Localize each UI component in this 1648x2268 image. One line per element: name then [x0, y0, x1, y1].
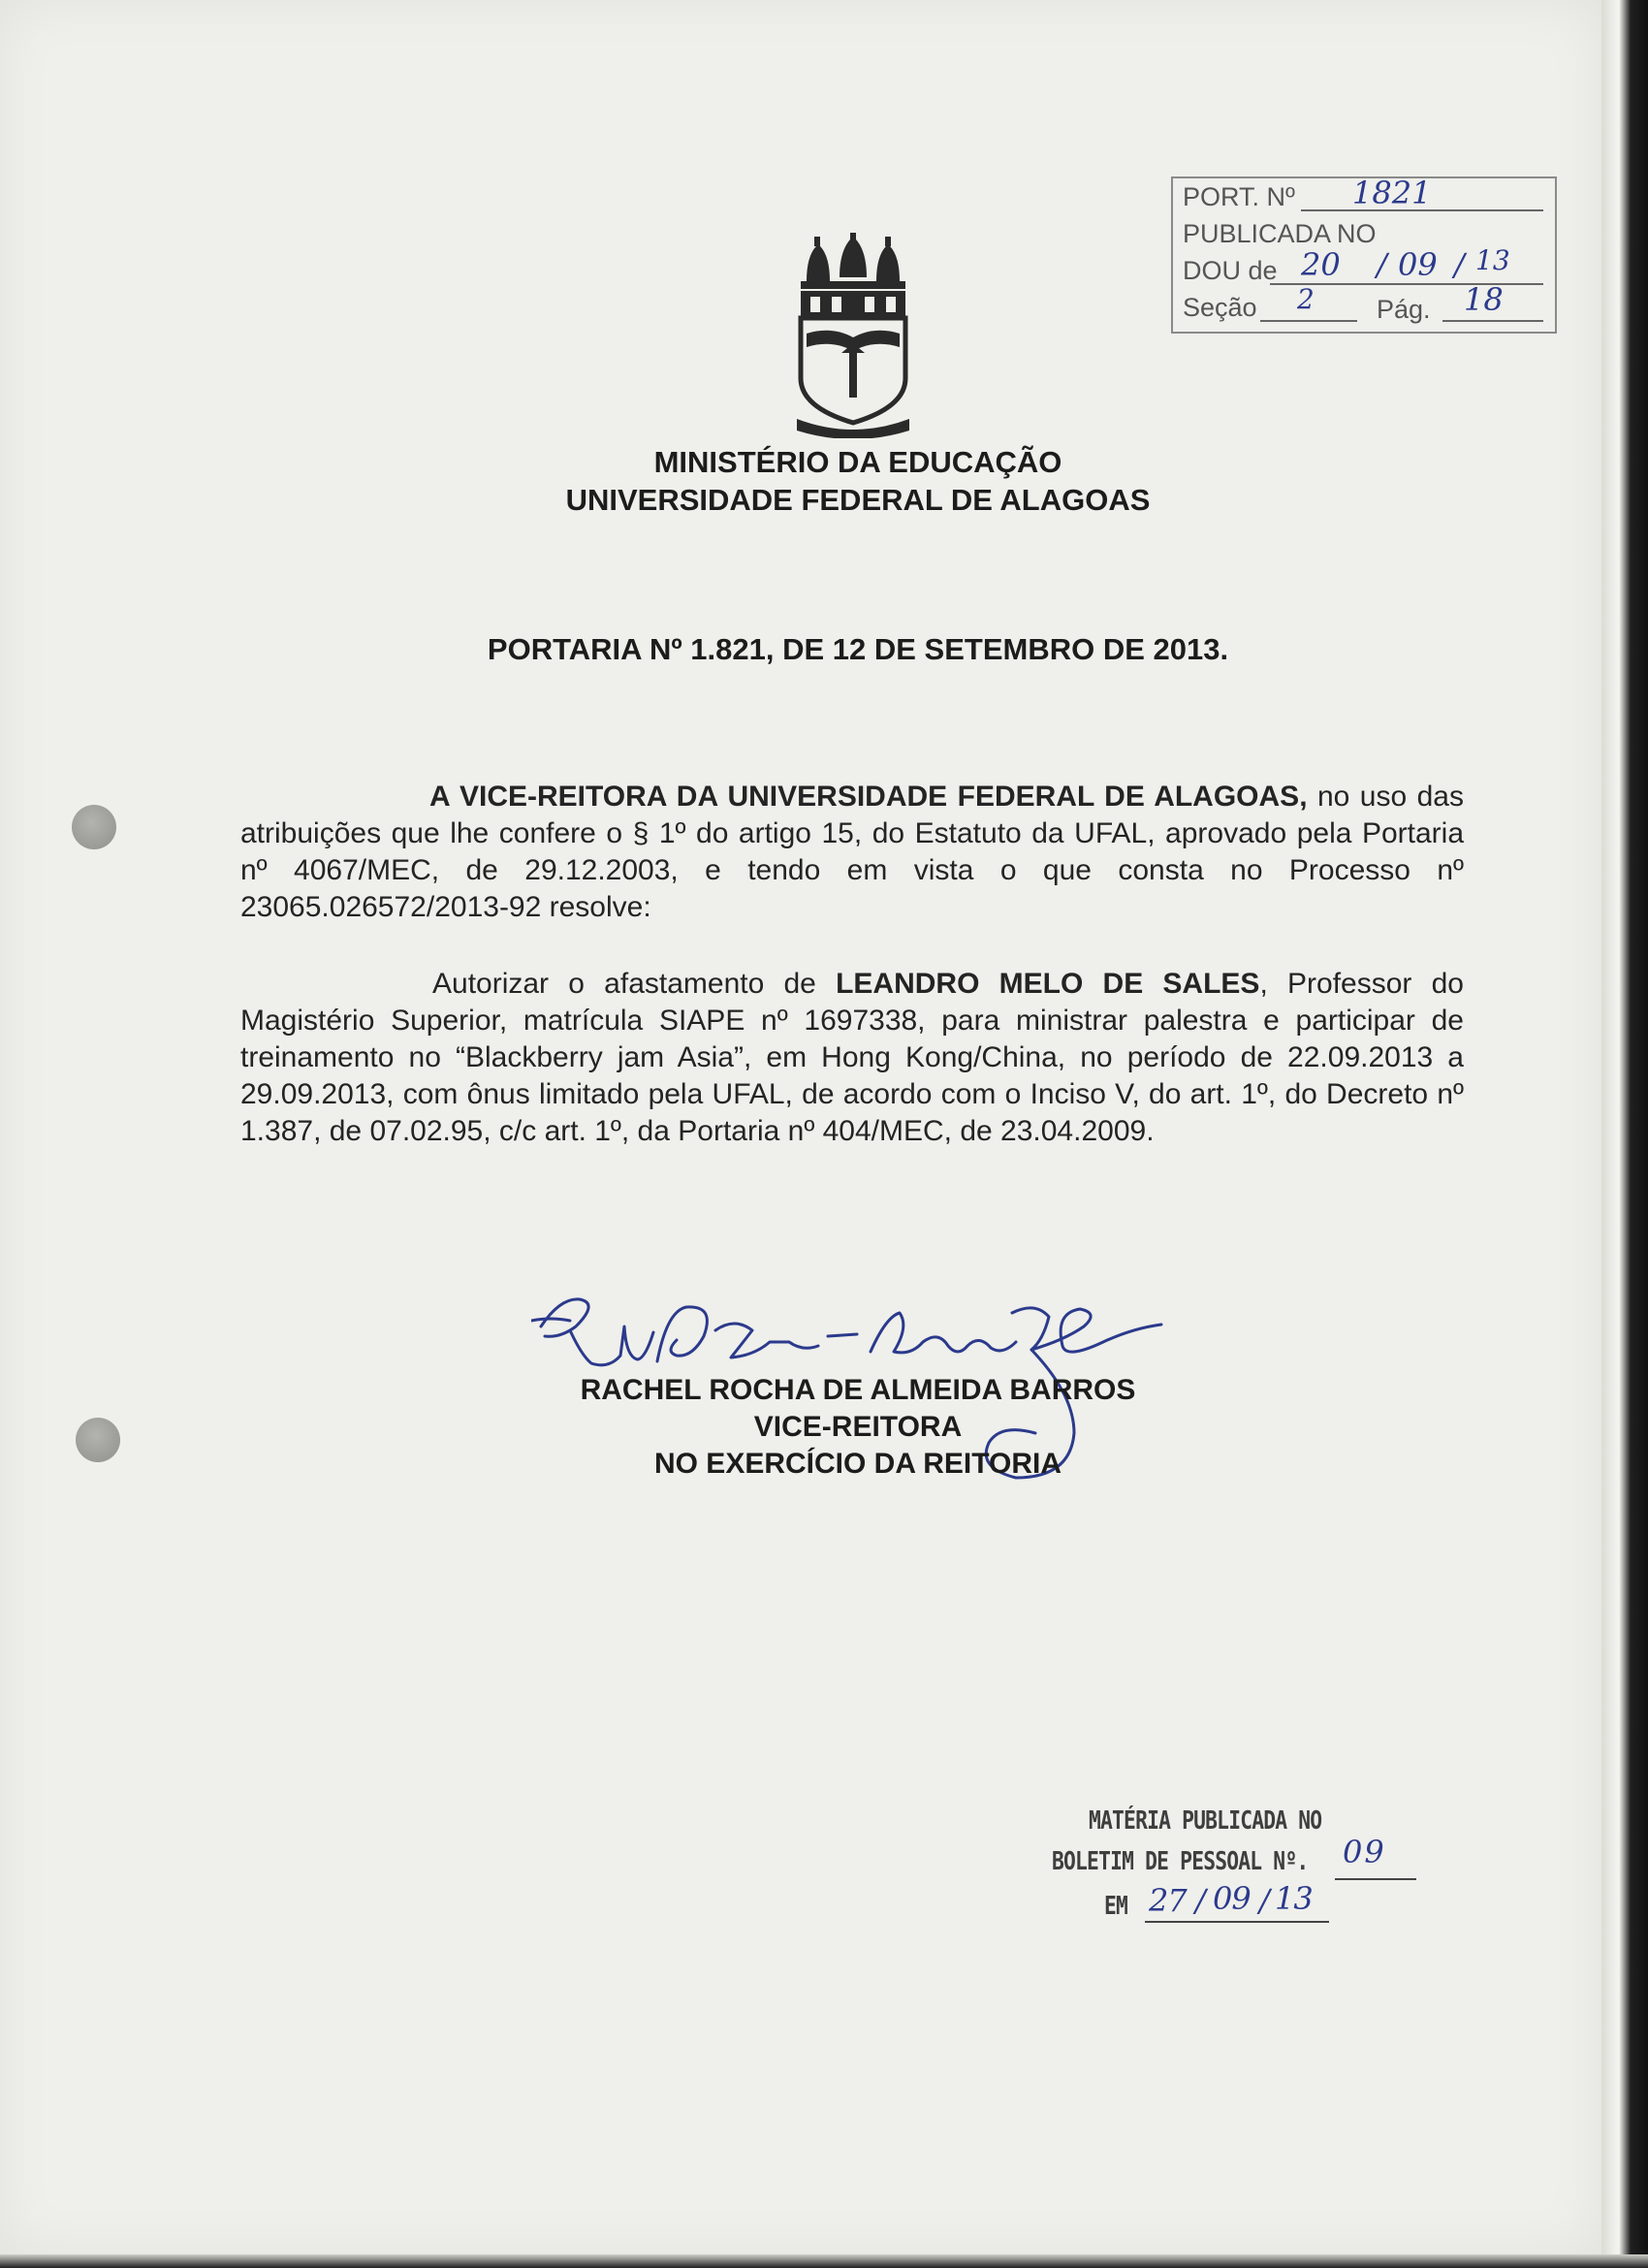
boletim-date-underline [1145, 1921, 1329, 1923]
port-value: 1821 [1352, 175, 1432, 211]
ufal-crest-icon [793, 233, 913, 438]
boletim-line2-label: BOLETIM DE PESSOAL Nº. [1052, 1847, 1309, 1876]
body-text-before: Autorizar o afastamento de [432, 968, 837, 1000]
boletim-line1: MATÉRIA PUBLICADA NO [1089, 1806, 1322, 1836]
header-university: UNIVERSIDADE FEDERAL DE ALAGOAS [565, 483, 1151, 517]
pag-label: Pág. [1377, 295, 1431, 324]
preamble-lead: A VICE-REITORA DA UNIVERSIDADE FEDERAL DE ALAGOAS, [429, 781, 1308, 813]
publication-stamp: PORT. Nº 1821 PUBLICADA NO DOU de 20 / 09 / 13 Seção 2 Pág. 18 [1171, 176, 1557, 334]
dou-label: DOU de [1183, 256, 1278, 285]
pag-value: 18 [1464, 281, 1504, 318]
boletim-line3-label: EM [1104, 1892, 1128, 1921]
boletim-month: 09 [1213, 1880, 1251, 1917]
header-ministry: MINISTÉRIO DA EDUCAÇÃO [653, 445, 1062, 479]
secao-underline [1260, 320, 1357, 322]
boletim-number: 09 [1343, 1834, 1386, 1870]
dou-year: 13 [1475, 244, 1510, 276]
signatory-note: NO EXERCÍCIO DA REITORIA [653, 1448, 1062, 1480]
signatory-name: RACHEL ROCHA DE ALMEIDA BARROS [580, 1374, 1136, 1406]
punch-hole-top [72, 805, 116, 849]
secao-value: 2 [1297, 283, 1315, 315]
preamble-text: no uso das atribuições que lhe confere o § 1º do artigo 15, do Estatuto da UFAL, aprovado pela Portaria nº 4067/MEC, de 29.12.2003, e tendo em vista o que consta no Processo nº 23065.026572/2013-92 resolve: [240, 781, 1464, 923]
scan-edge-bottom [0, 2254, 1648, 2268]
pag-underline [1442, 320, 1543, 322]
body-text-after: , Professor do Magistério Superior, matrícula SIAPE nº 1697338, para ministrar palestra e participar de treinamento no “Blackberry jam Asia”, em Hong Kong/China, no período de 22.09.2013 a 29.09.2013, com ônus limitado pela UFAL, de acordo com o Inciso V, do art. 1º, do Decreto nº 1.387, de 07.02.95, c/c art. 1º, da Portaria nº 404/MEC, de 23.04.2009. [240, 968, 1464, 1147]
boletim-number-underline [1335, 1878, 1416, 1880]
preamble-paragraph [240, 779, 1464, 926]
boletim-stamp: MATÉRIA PUBLICADA NO BOLETIM DE PESSOAL Nº. 09 EM 27 / 09 / 13 [1052, 1801, 1420, 1936]
boletim-year: 13 [1275, 1880, 1313, 1917]
dou-month: 09 [1398, 246, 1438, 283]
boletim-day: 27 [1149, 1882, 1187, 1919]
body-paragraph [240, 966, 1464, 1150]
port-label: PORT. Nº [1183, 182, 1295, 211]
publicada-label: PUBLICADA NO [1183, 219, 1377, 248]
employee-name: LEANDRO MELO DE SALES [836, 968, 1260, 1000]
ordinance-title: PORTARIA Nº 1.821, DE 12 DE SETEMBRO DE 2013. [487, 632, 1229, 666]
secao-label: Seção [1183, 293, 1257, 322]
signatory-role: VICE-REITORA [753, 1411, 963, 1443]
dou-day: 20 [1301, 246, 1341, 283]
scan-edge-right [1601, 0, 1648, 2268]
